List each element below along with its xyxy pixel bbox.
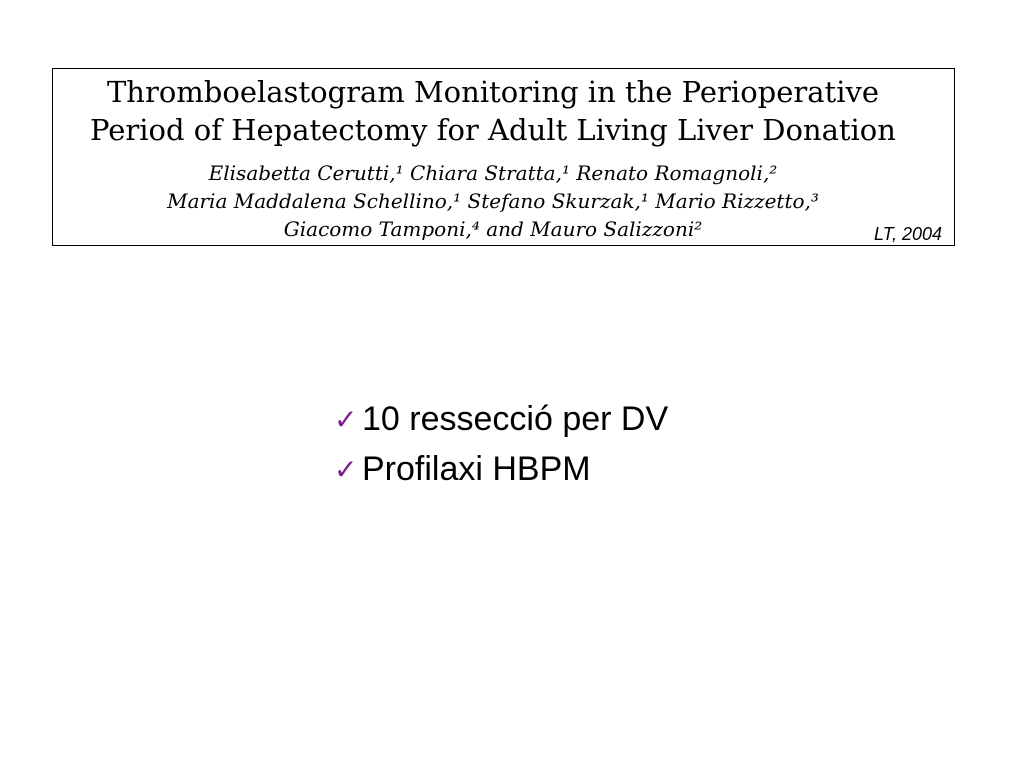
author-list (53, 159, 933, 243)
author-line-2: Maria Maddalena Schellino,¹ Stefano Skurzak,¹ Mario Rizzetto,³ (167, 189, 819, 213)
source-reference: LT, 2004 (873, 224, 942, 244)
checkmark-icon: ✓ (334, 402, 358, 436)
bullet-list (334, 394, 668, 494)
bullet-item (334, 394, 668, 444)
bullet-text: 10 ressecció per DV (362, 399, 669, 438)
author-line-3: Giacomo Tamponi,⁴ and Mauro Salizzoni² (283, 217, 703, 241)
bullet-item (334, 444, 668, 494)
paper-title-line-1: Thromboelastogram Monitoring in the Perioperative (106, 75, 880, 109)
paper-title (53, 73, 933, 149)
bullet-text: Profilaxi HBPM (362, 449, 591, 488)
paper-title-line-2: Period of Hepatectomy for Adult Living Liver Donation (90, 113, 896, 147)
author-line-1: Elisabetta Cerutti,¹ Chiara Stratta,¹ Renato Romagnoli,² (208, 161, 778, 185)
checkmark-icon: ✓ (334, 452, 358, 486)
citation-box (52, 68, 955, 246)
